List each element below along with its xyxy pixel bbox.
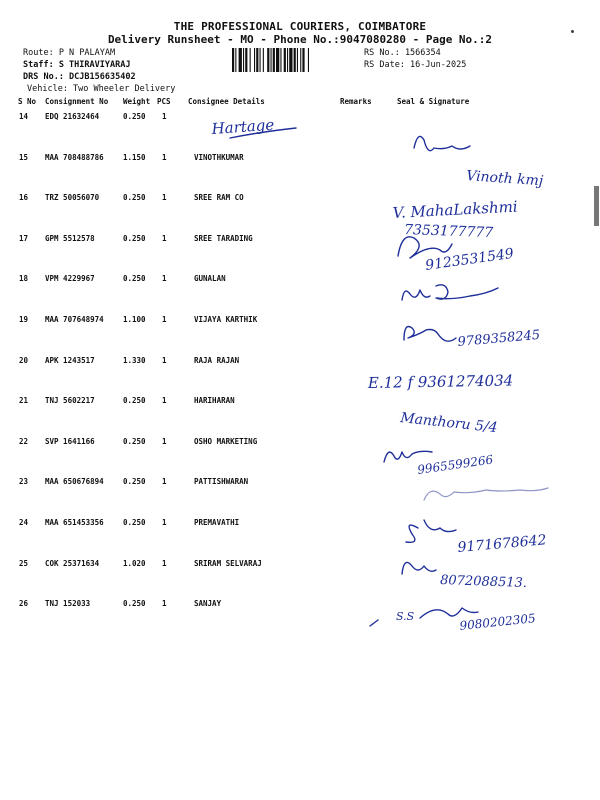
signature-scribble-row-22 <box>384 451 432 462</box>
cell-sno: 24 <box>19 518 29 527</box>
cell-consignment: TRZ 50056070 <box>45 193 100 202</box>
cell-sno: 14 <box>19 112 29 121</box>
cell-sno: 23 <box>19 477 29 486</box>
cell-consignment: VPM 4229967 <box>45 274 95 283</box>
cell-sno: 15 <box>19 153 29 162</box>
company-title: THE PROFESSIONAL COURIERS, COIMBATORE <box>173 20 427 33</box>
signature-scribble-row-24 <box>406 520 456 542</box>
col-pcs: PCS <box>157 97 171 106</box>
cell-sno: 19 <box>19 315 29 324</box>
col-consignee: Consignee Details <box>188 97 265 106</box>
cell-sno: 25 <box>19 559 29 568</box>
handwriting-row-26: S.S <box>396 610 415 623</box>
handwriting-row-20: E.12 f 9361274034 <box>367 371 514 392</box>
cell-consignment: COK 25371634 <box>45 559 100 568</box>
cell-sno: 16 <box>19 193 29 202</box>
cell-weight: 1.100 <box>123 315 146 324</box>
drs-number: DRS No.: DCJB156635402 <box>23 72 136 82</box>
cell-consignment: GPM 5512578 <box>45 234 95 243</box>
handwriting-row-16: V. MahaLakshmi <box>392 197 519 222</box>
cell-consignment: MAA 708488786 <box>45 153 104 162</box>
cell-consignee: SRIRAM SELVARAJ <box>194 559 262 568</box>
cell-sno: 21 <box>19 396 29 405</box>
cell-pcs: 1 <box>162 396 167 405</box>
cell-pcs: 1 <box>162 153 167 162</box>
cell-consignment: SVP 1641166 <box>45 437 95 446</box>
handwriting-row-14: Hartage <box>211 115 275 138</box>
staff-label: Staff: S THIRAVIYARAJ <box>23 60 131 70</box>
runsheet-subtitle: Delivery Runsheet - MO - Phone No.:9047080280 - Page No.:2 <box>107 33 493 46</box>
tick-mark <box>370 620 378 626</box>
cell-consignee: GUNALAN <box>194 274 226 283</box>
cell-consignee: PREMAVATHI <box>194 518 240 527</box>
cell-pcs: 1 <box>162 477 167 486</box>
cell-pcs: 1 <box>162 193 167 202</box>
signature-scribble-row-18 <box>402 285 498 300</box>
signature-scribble-row-25 <box>402 562 436 574</box>
handwriting-row-21: Manthoru 5/4 <box>399 410 499 437</box>
cell-consignee: VIJAYA KARTHIK <box>194 315 258 324</box>
cell-weight: 0.250 <box>123 193 146 202</box>
signature-scribble-row-19 <box>404 327 456 342</box>
cell-consignment: TNJ 5602217 <box>45 396 95 405</box>
cell-consignee: SREE TARADING <box>194 234 253 243</box>
cell-pcs: 1 <box>162 274 167 283</box>
col-remarks: Remarks <box>340 97 372 106</box>
cell-pcs: 1 <box>162 356 167 365</box>
cell-weight: 0.250 <box>123 518 146 527</box>
cell-weight: 1.330 <box>123 356 146 365</box>
cell-consignment: MAA 707648974 <box>45 315 104 324</box>
cell-weight: 0.250 <box>123 599 146 608</box>
rs-date: RS Date: 16-Jun-2025 <box>364 60 467 70</box>
handwriting-row-25: 8072088513. <box>439 573 528 592</box>
cell-pcs: 1 <box>162 599 167 608</box>
cell-consignment: EDQ 21632464 <box>45 112 100 121</box>
handwriting-row-24: 9171678642 <box>456 532 548 556</box>
cell-consignee: OSHO MARKETING <box>194 437 258 446</box>
handwriting-row-17: 9123531549 <box>424 245 515 274</box>
cell-consignee: VINOTHKUMAR <box>194 153 244 162</box>
cell-consignee: PATTISHWARAN <box>194 477 249 486</box>
cell-pcs: 1 <box>162 518 167 527</box>
cell-pcs: 1 <box>162 437 167 446</box>
cell-pcs: 1 <box>162 315 167 324</box>
signature-scribble-row-26 <box>420 608 478 618</box>
cell-consignee: RAJA RAJAN <box>194 356 240 365</box>
cell-pcs: 1 <box>162 112 167 121</box>
cell-weight: 0.250 <box>123 437 146 446</box>
cell-consignment: TNJ 152033 <box>45 599 91 608</box>
cell-weight: 0.250 <box>123 274 146 283</box>
cell-weight: 0.250 <box>123 234 146 243</box>
handwriting-row-26-phone: 9080202305 <box>458 611 537 633</box>
cell-consignee: SANJAY <box>194 599 222 608</box>
cell-sno: 22 <box>19 437 29 446</box>
cell-consignment: MAA 651453356 <box>45 518 104 527</box>
cell-weight: 1.150 <box>123 153 146 162</box>
cell-sno: 18 <box>19 274 29 283</box>
handwriting-row-22: 9965599266 <box>416 452 495 477</box>
cell-consignment: APK 1243517 <box>45 356 95 365</box>
handwriting-row-16-phone: 7353177777 <box>403 222 494 242</box>
cell-pcs: 1 <box>162 559 167 568</box>
signature-scribble-row-15 <box>414 136 470 150</box>
cell-sno: 20 <box>19 356 29 365</box>
handwriting-row-19: 9789358245 <box>457 327 541 350</box>
cell-sno: 17 <box>19 234 29 243</box>
vehicle-label: Vehicle: Two Wheeler Delivery <box>27 84 176 94</box>
col-consignment: Consignment No <box>45 97 109 106</box>
cell-sno: 26 <box>19 599 29 608</box>
cell-weight: 0.250 <box>123 477 146 486</box>
cell-weight: 1.020 <box>123 559 146 568</box>
cell-pcs: 1 <box>162 234 167 243</box>
col-sno: S No <box>18 97 37 106</box>
cell-weight: 0.250 <box>123 112 146 121</box>
cell-consignee: HARIHARAN <box>194 396 235 405</box>
col-weight: Weight <box>123 97 151 106</box>
cell-consignment: MAA 650676894 <box>45 477 104 486</box>
route-label: Route: P N PALAYAM <box>23 48 116 58</box>
col-seal-signature: Seal & Signature <box>397 97 470 106</box>
signature-faint-row-23 <box>424 488 548 500</box>
cell-weight: 0.250 <box>123 396 146 405</box>
handwriting-row-15: Vinoth kmj <box>465 168 544 190</box>
rs-number: RS No.: 1566354 <box>364 48 441 58</box>
cell-consignee: SREE RAM CO <box>194 193 244 202</box>
